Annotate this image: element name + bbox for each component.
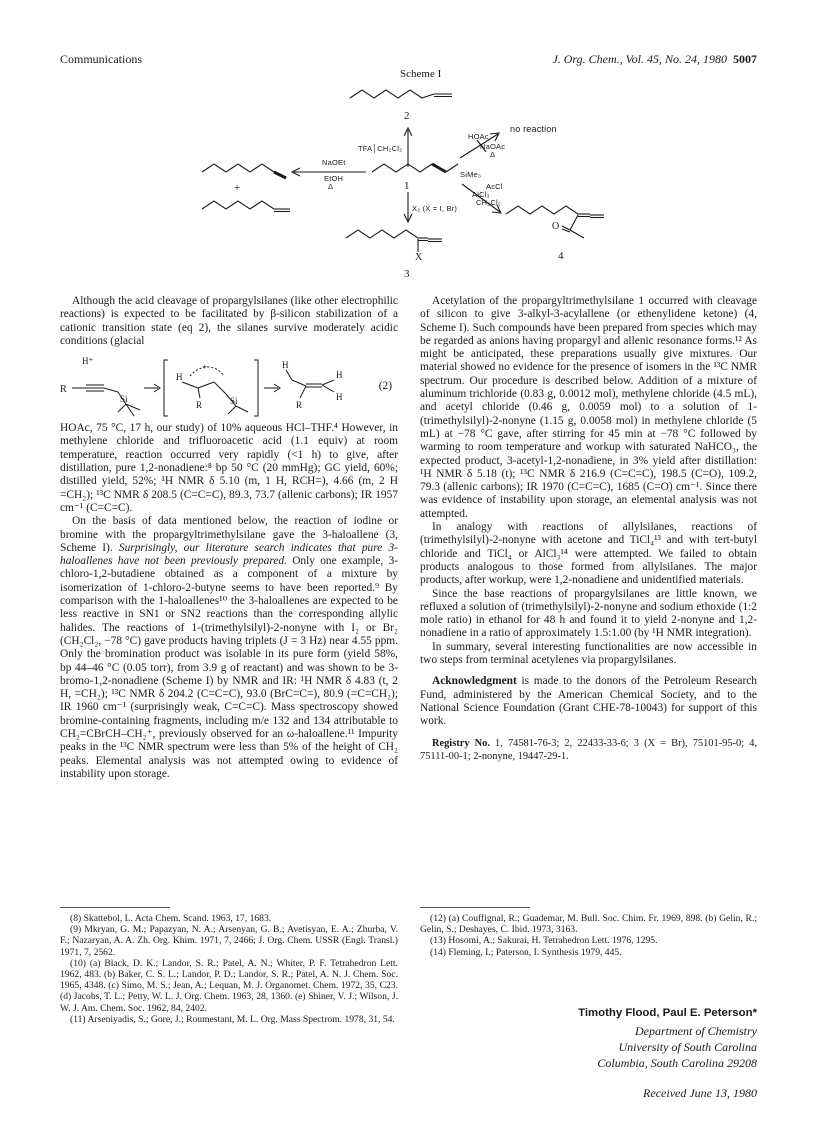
section-label: Communications: [60, 52, 142, 66]
label-delta-2: Δ: [490, 150, 496, 159]
haloallene-text-c: Only one example, 3-chloro-1,2-butadiene obtained as a component of a mixture by isomerization of 1-chloro-2-butyne seems to have been reported.⁹ By comparison with the 1-haloallenes¹⁰ the 3-haloallenes are expected to be less reactive in SN1 or SN2 reactions than the corresponding allylic halides. The reactions of 1-(trimethylsilyl)-2-nonyne with I₂ or Br₂ (CH₂Cl₂, −78 °C) gave products having triplets (J = 3 Hz) near 4.55 ppm. Only the bromination product was isolable in its pure form (yield 58%, bp 44–46 °C (0.05 torr), from 3.9 g of reactant) and was shown to be 3-bromo-1,2-nonadiene (Scheme I) by NMR and IR: ¹H NMR δ 4.83 (t, 2 H, =CH₂); ¹³C NMR δ 204.2 (C=C=C), 93.0 (BrC=C=), 80.9 (=C=CH₂); IR 1960 cm⁻¹ (surprisingly weak, C=C=C). Mass spectroscopy showed bromine-containing fragments, including m/e 132 and 134 attributable to CH₂=CBrCH–CH₂⁺, previously observed for an ω-haloallene.¹¹ Impurity peaks in the ¹³C NMR spectrum were less than 5% of the height of CH₂ peaks. Elemental analysis was not attempted owing to evidence of instability upon storage.: [60, 555, 398, 780]
equation-2: [60, 354, 398, 420]
footnote-rule-right: [420, 907, 530, 908]
haloallene-emphasis: Surprisingly, our literature search indicates that pure 3-haloallenes have not been previously prepared.: [60, 541, 399, 568]
compound-3-chain: [346, 230, 418, 238]
reference-12: (12) (a) Couffignal, R.; Guademar, M. Bull. Soc. Chim. Fr. 1969, 898. (b) Gelin, R.; Gelin, S.; Deshayes, C. Ibid. 1973, 3163.: [420, 913, 757, 936]
label-x2: X₂ (X = I, Br): [412, 204, 458, 213]
paragraph-acid-cleavage: Although the acid cleavage of propargylsilanes (like other electrophilic reactions) is expected to be facilitated by β-silicon stabilization of a cationic transition state (eq 2), the silanes survive moderately acidic conditions (glacial: [60, 295, 398, 347]
author-university: University of South Carolina: [618, 1040, 757, 1054]
author-department: Department of Chemistry: [635, 1024, 757, 1038]
page-number: 5007: [733, 52, 757, 66]
eq-r-3: R: [296, 400, 303, 411]
references-left: [60, 913, 398, 1025]
reference-10: (10) (a) Black, D. K.; Landor, S. R.; Patel, A. N.; Whiter, P. F. Tetrahedron Lett. 1962, 483. (b) Baker, C. S. L.; Landor, P. D.; Landor, S. R.; Patel, A. N. J. Chem. Soc. 1965, 4348. (c) Simo, M. S.; Jean, A.; Lequan, M. J. Organomet. Chem. 1972, 35, C23. (d) Jacobs, T. L.; Petty, W. L. J. Org. Chem. 1963, 28, 1360. (e) Shiner, V. J.; Wilson, J. W. J. Am. Chem. Soc. 1962, 84, 2402.: [60, 957, 398, 1014]
received-date: Received June 13, 1980: [643, 1086, 757, 1100]
registry-heading: Registry No.: [432, 737, 490, 749]
paragraph-allylsilane-analogy: In analogy with reactions of allylsilanes, reactions of (trimethylsilyl)-2-nonyne with acetone and TiCl₄¹³ and with tert-butyl chloride and TiCl₄ or AlCl₃¹⁴ were attempted. We failed to obtain products analogous to those formed from allylsilanes. The major products, after workup, were 1,2-nonadiene and unidentified materials.: [420, 521, 757, 587]
author-names: Timothy Flood, Paul E. Peterson*: [578, 1007, 757, 1019]
reference-8: (8) Skattebol, L. Acta Chem. Scand. 1963, 17, 1683.: [70, 913, 272, 924]
label-accl: AcCl: [486, 182, 503, 191]
paragraph-haloallene: [60, 515, 398, 781]
label-naoac: NaOAc: [480, 142, 506, 151]
eq-r-2: R: [196, 400, 203, 411]
label-delta-1: Δ: [328, 182, 334, 191]
author-block: [578, 1005, 757, 1071]
reference-9: (9) Mkryan, G. M.; Papazyan, N. A.; Arsenyan, G. B.; Avetisyan, E. A.; Zhurba, V. F.; Nazaryan, A. A. Zh. Org. Khim. 1971, 7, 2466; J. Org. Chem. USSR (Engl. Transl.) 1971, 7, 2562.: [60, 924, 398, 958]
label-no-reaction: no reaction: [510, 124, 557, 134]
compound-1-chain: [372, 164, 432, 172]
label-etoh: EtOH: [324, 174, 344, 183]
acknowledgment: [420, 675, 757, 728]
label-compound-4: 4: [558, 250, 564, 262]
scheme-drawing: [150, 72, 670, 287]
label-sime3: SiMe₃: [460, 170, 482, 179]
author-city: Columbia, South Carolina 29208: [597, 1056, 757, 1070]
label-compound-2: 2: [404, 110, 410, 122]
scheme-title: Scheme I: [400, 68, 442, 80]
label-compound-1: 1: [404, 180, 410, 192]
paragraph-acetylation: Acetylation of the propargyltrimethylsilane 1 occurred with cleavage of silicon to give 3-alkyl-3-acylallene (or ethenylidene ketone) (4, Scheme I). Such compounds have been prepared from species which may be regarded as anions having propargyl and allenic resonance forms.¹² As might be anticipated, these preparations usually give mixtures. Our material showed no evidence for the presence of isomers in the ¹³C NMR spectrum. Our procedure is described below. Addition of a mixture of aluminum trichloride (0.83 g, 0.0012 mol), methylene chloride (4.5 mL), and acetyl chloride (0.46 g, 0.0059 mol) to a solution of 1-(trimethylsilyl)-2-nonyne (1.15 g, 0.0058 mol) in methylene chloride (5 mL) at −78 °C gave, after stirring for 45 min at −78 °C followed by warming to room temperature and workup with saturated NaHCO₃, the expected product, 3-acetyl-1,2-nonadiene, in 3% yield after distillation: ¹H NMR δ 5.18 (t); ¹³C NMR δ 216.9 (C=C=C), 198.5 (C=O), 109.2, 79.3 (allenic carbons); IR 1970 (C=C=C), 1685 (C=O) cm⁻¹. Since there was evidence of instability upon storage, an elemental analysis was not attempted.: [420, 295, 757, 520]
registry-numbers: [420, 737, 757, 764]
eq-h-1: H: [176, 372, 183, 383]
paragraph-base-reactions: Since the base reactions of propargylsilanes are little known, we refluxed a solution of (trimethylsilyl)-2-nonyne and sodium ethoxide (1:2 mole ratio) in ethanol for 48 h and found it to yield 2-nonyne and 1,2-nonadiene in a ratio of approximately 1.5:1.00 (by ¹H NMR integration).: [420, 587, 757, 640]
scheme-1: [150, 68, 670, 287]
reference-13: (13) Hosomi, A.; Sakurai, H. Tetrahedron Lett. 1976, 1295.: [430, 935, 658, 947]
journal-name: J. Org. Chem., Vol. 45, No. 24, 1980: [552, 52, 727, 66]
label-ch2cl2: CH₂Cl₂: [476, 198, 501, 207]
reference-14: (14) Fleming, I.; Paterson, I. Synthesis 1979, 445.: [430, 946, 622, 958]
footnote-rule-left: [60, 907, 170, 908]
label-alcl3: AlCl₃: [472, 190, 490, 199]
compound-2-chain: [350, 90, 434, 98]
label-plus: +: [234, 182, 241, 194]
acknowledgment-body: is made to the donors of the Petroleum Research Fund, administered by the American Chemical Society, and to the National Science Foundation (Grant CHE-78-10043) for support of this work.: [420, 675, 757, 728]
eq-h-3: H: [336, 370, 343, 381]
compound-4-chain: [506, 206, 578, 214]
reactant-allene: [202, 201, 274, 209]
eq-si-1: Si: [120, 394, 128, 405]
label-naoet: NaOEt: [322, 158, 346, 167]
eq-r-1: R: [60, 384, 67, 396]
label-tfa: TFA│CH₂Cl₂: [358, 144, 403, 153]
equation-2-drawing: [60, 354, 370, 420]
label-o: O: [552, 221, 560, 232]
label-x: X: [415, 252, 423, 263]
haloallene-text-a: On the basis of data mentioned below, the reaction of iodine or bromine with the propargyltrimethylsilane gave the 3-haloallene (3, Scheme I).: [60, 515, 398, 554]
equation-number: (2): [378, 380, 392, 393]
references-right: [420, 913, 757, 958]
reference-11: (11) Arseniyadis, S.; Gore, J.; Roumestant, M. L. Org. Mass Spectrom. 1978, 31, 54.: [70, 1013, 395, 1025]
label-hoac: HOAc: [468, 132, 489, 141]
label-compound-3: 3: [404, 268, 410, 280]
left-column: [60, 295, 398, 781]
reactant-nonyne: [202, 164, 274, 172]
eq-si-2: Si: [230, 396, 238, 407]
acknowledgment-heading: Acknowledgment: [432, 675, 517, 688]
eq-h-plus: H⁺: [82, 356, 94, 367]
eq-plus: +: [202, 362, 208, 373]
journal-citation: [552, 52, 757, 67]
eq-h-4: H: [336, 392, 343, 403]
paragraph-summary: In summary, several interesting functionalities are now accessible in two steps from terminal acetylenes via propargylsilanes.: [420, 640, 757, 667]
registry-body: 1, 74581-76-3; 2, 22433-33-6; 3 (X = Br), 75101-95-0; 4, 75111-00-1; 2-nonyne, 19447-29-1.: [420, 737, 757, 762]
right-column: [420, 295, 757, 763]
paragraph-tfa-result: HOAc, 75 °C, 17 h, our study) of 10% aqueous HCl–THF.⁴ However, in methylene chloride and trifluoroacetic acid (1.1 equiv) at room temperature, reaction occurred very rapidly (<1 h) to give, after distillation, pure 1,2-nonadiene:⁸ bp 50 °C (20 mmHg); GC yield, 60%; distilled yield, 52%; ¹H NMR δ 5.10 (m, 1 H, RCH=), 4.66 (m, 2 H =CH₂); ¹³C NMR δ 208.5 (C=C=C), 89.3, 73.7 (allenic carbons); IR 1957 cm⁻¹ (C=C=C).: [60, 422, 398, 514]
eq-h-2: H: [282, 360, 289, 371]
